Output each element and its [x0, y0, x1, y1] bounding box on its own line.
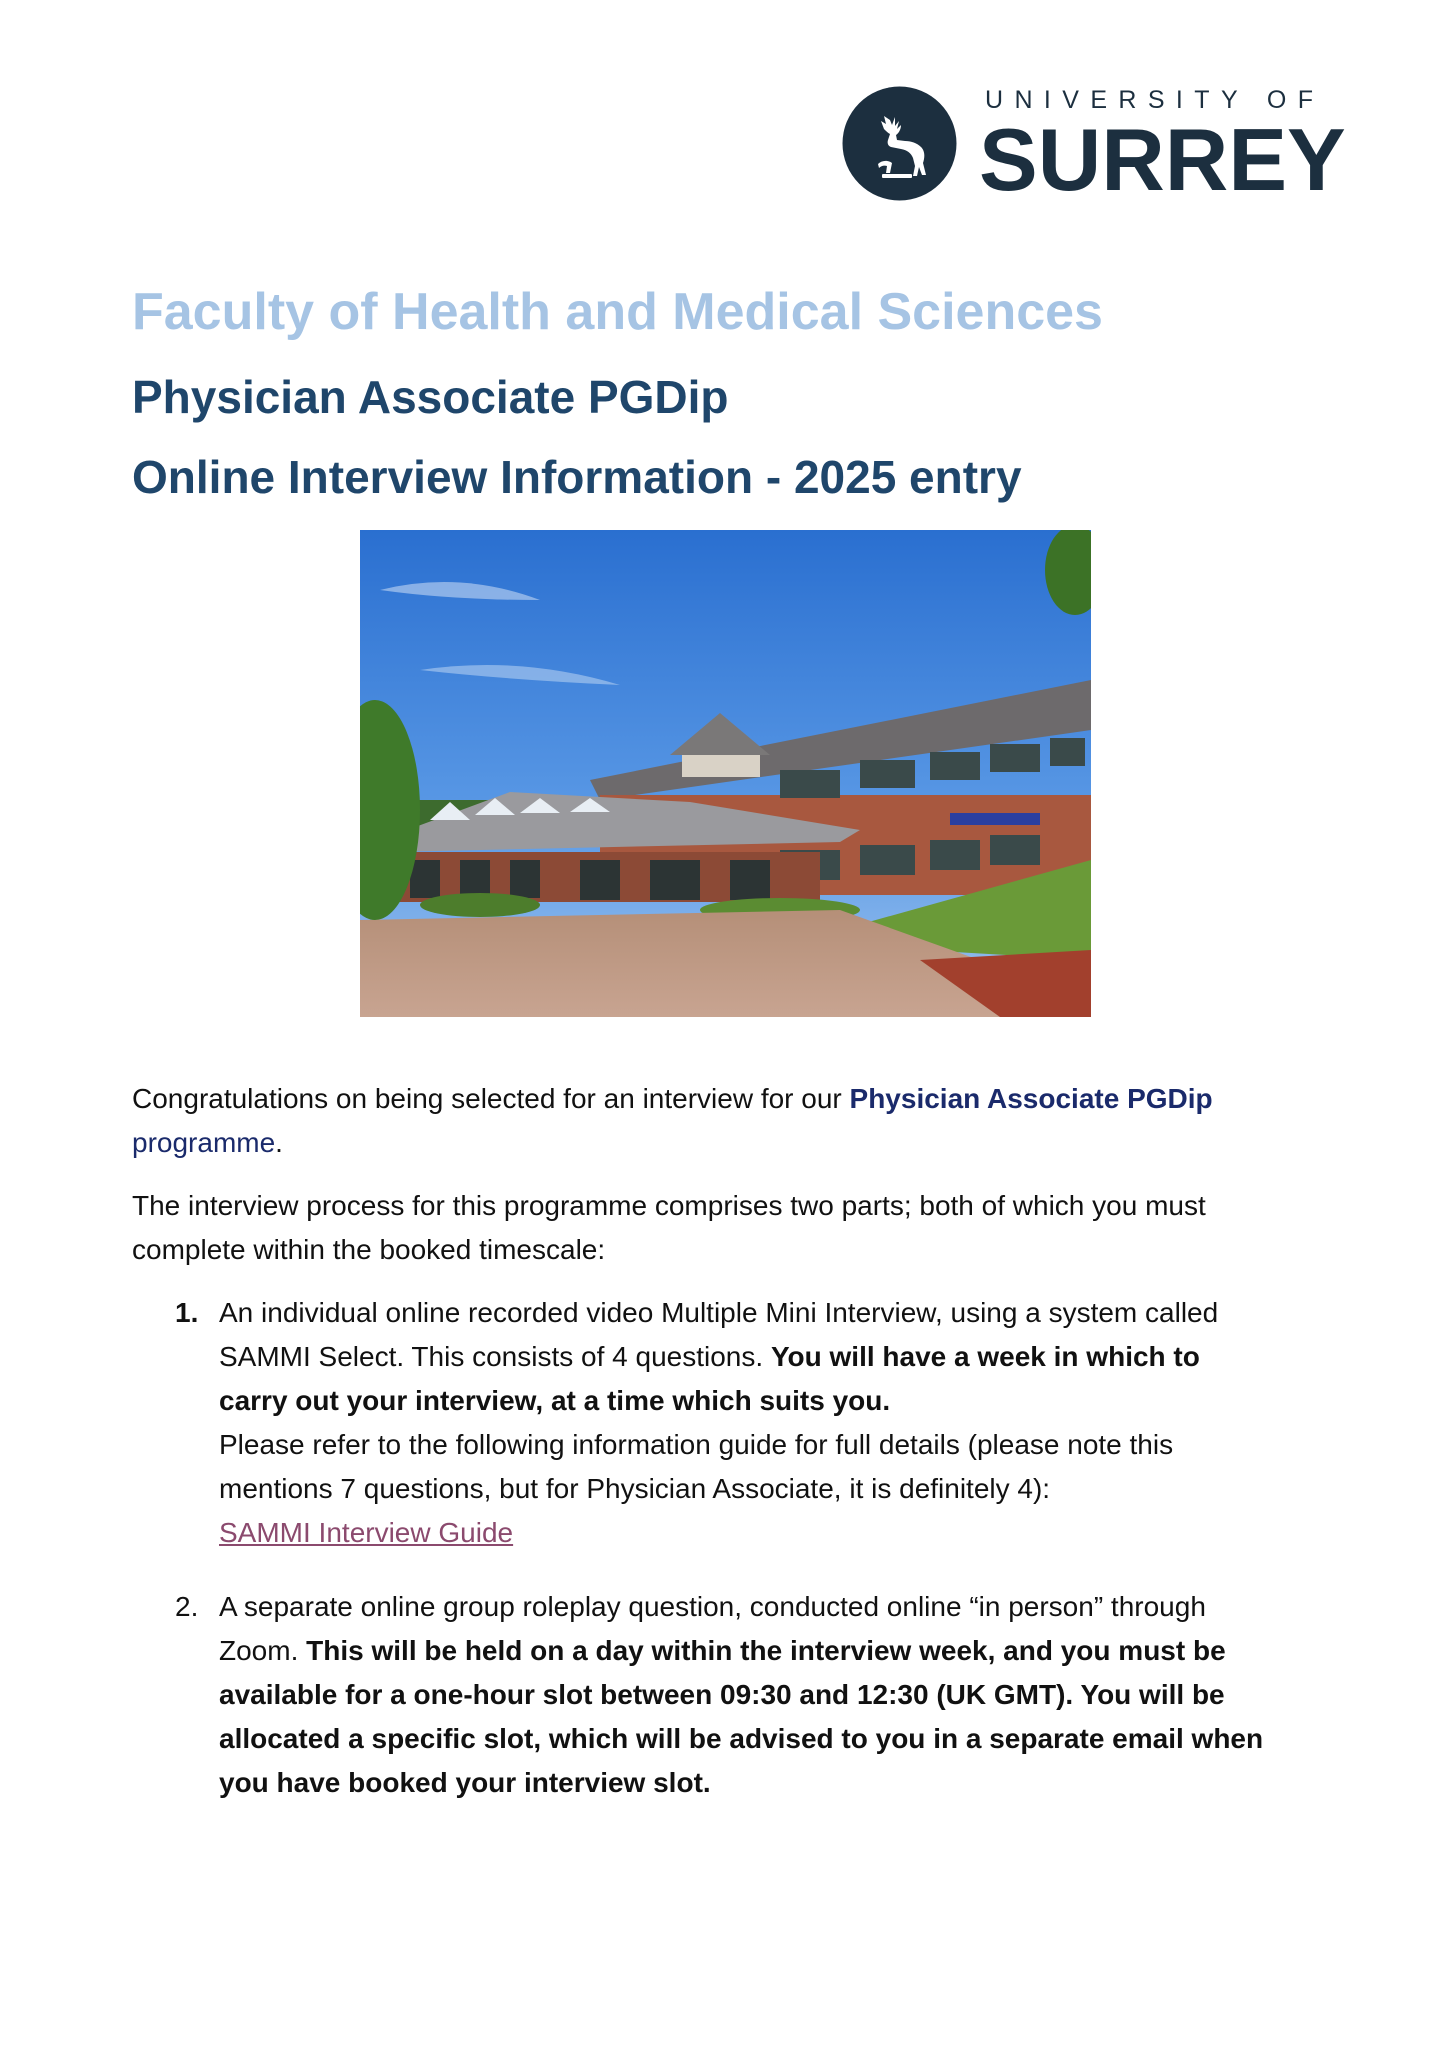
intro-period: .	[275, 1127, 283, 1158]
item2-line2-bold: This will be held on a day within the interview week, and you must be	[306, 1635, 1226, 1666]
list-number: 2.	[175, 1591, 199, 1622]
item2-line4: allocated a specific slot, which will be advised to you in a separate email when	[219, 1723, 1264, 1754]
process-line-2: complete within the booked timescale:	[132, 1234, 606, 1265]
item2-line1: A separate online group roleplay question, conducted online “in person” through	[219, 1591, 1206, 1622]
process-line-1: The interview process for this programme comprises two parts; both of which you must	[132, 1190, 1206, 1221]
intro-paragraph	[132, 1077, 1332, 1165]
programme-heading: Physician Associate PGDip	[132, 371, 729, 423]
item1-line1: An individual online recorded video Multiple Mini Interview, using a system called	[219, 1297, 1219, 1328]
campus-building-photo	[360, 530, 1091, 1017]
page-title: Online Interview Information - 2025 entry	[132, 451, 1022, 503]
stag-emblem-icon	[842, 86, 957, 201]
programme-name-bold: Physician Associate PGDip	[849, 1083, 1213, 1114]
list-number: 1.	[175, 1297, 199, 1328]
sammi-guide-link[interactable]: SAMMI Interview Guide	[219, 1517, 514, 1548]
process-paragraph	[132, 1184, 1332, 1272]
programme-word: programme	[132, 1127, 276, 1158]
list-item	[132, 1291, 1419, 1555]
item1-line2-bold: You will have a week in which to	[770, 1341, 1200, 1372]
intro-lead: Congratulations on being selected for an interview for our	[132, 1083, 850, 1114]
list-item	[132, 1585, 1419, 1805]
item2-line2-normal: Zoom.	[219, 1635, 307, 1666]
faculty-heading: Faculty of Health and Medical Sciences	[132, 283, 1103, 341]
item1-line3: carry out your interview, at a time which suits you.	[219, 1385, 891, 1416]
item1-line5: mentions 7 questions, but for Physician Associate, it is definitely 4):	[219, 1473, 1051, 1504]
item2-line5: you have booked your interview slot.	[219, 1767, 711, 1798]
logo-surrey: SURREY	[979, 110, 1346, 209]
item1-line2-normal: SAMMI Select. This consists of 4 questions.	[219, 1341, 771, 1372]
item2-line3: available for a one-hour slot between 09:30 and 12:30 (UK GMT). You will be	[219, 1679, 1225, 1710]
university-logo	[842, 86, 1346, 209]
logo-university-of: UNIVERSITY OF	[985, 86, 1325, 114]
item1-line4: Please refer to the following information guide for full details (please note this	[219, 1429, 1174, 1460]
